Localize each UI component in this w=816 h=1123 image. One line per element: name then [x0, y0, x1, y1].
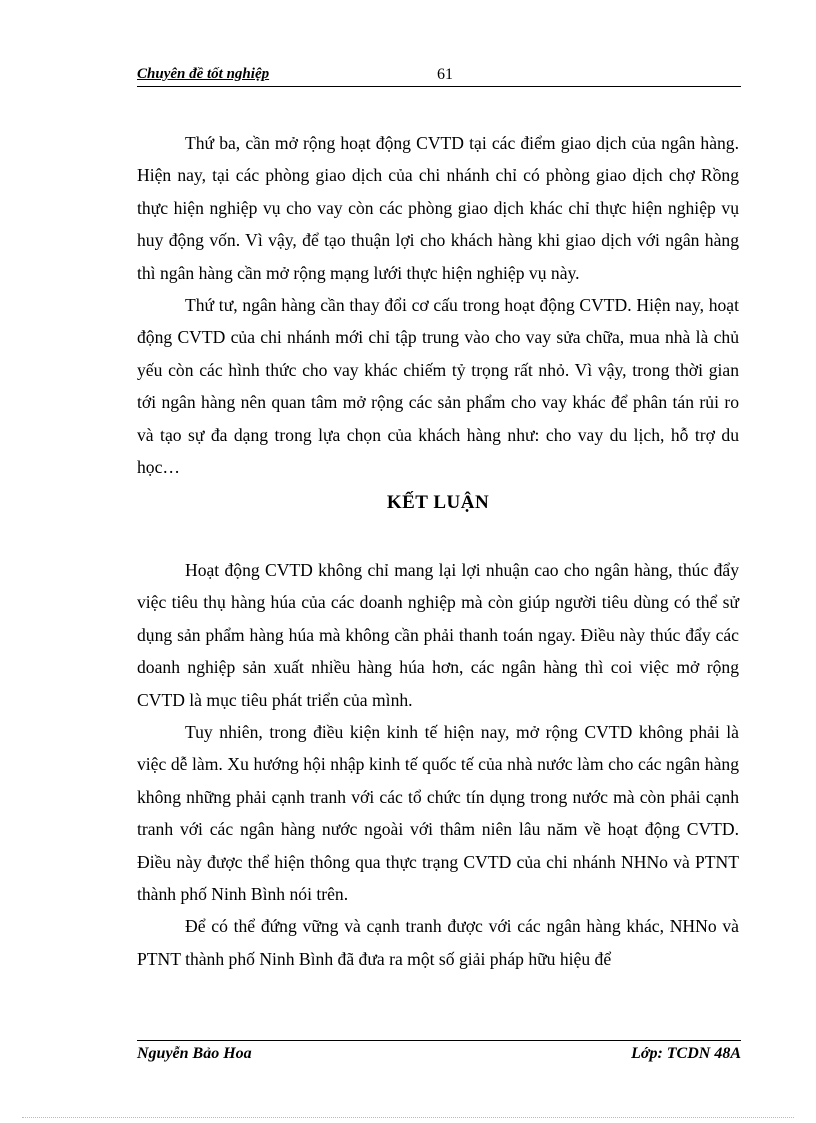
page-footer [137, 1040, 741, 1071]
header-title: Chuyên đề tốt nghiệp [137, 66, 270, 82]
body-text [137, 127, 739, 975]
section-title: KẾT LUẬN [386, 492, 490, 514]
paragraph: Thứ ba, cần mở rộng hoạt động CVTD tại các điểm giao dịch của ngân hàng. Hiện nay, tại các phòng giao dịch của chi nhánh chỉ có phòng giao dịch chợ Rồng thực hiện nghiệp vụ cho vay còn các phòng giao dịch khác chỉ thực hiện nghiệp vụ huy động vốn. Vì vậy, để tạo thuận lợi cho khách hàng khi giao dịch với ngân hàng thì ngân hàng cần mở rộng mạng lưới thực hiện nghiệp vụ này. [137, 133, 739, 283]
paragraph: Thứ tư, ngân hàng cần thay đổi cơ cấu trong hoạt động CVTD. Hiện nay, hoạt động CVTD của chi nhánh mới chỉ tập trung vào cho vay sửa chữa, mua nhà là chủ yếu còn các hình thức cho vay khác chiếm tỷ trọng rất nhỏ. Vì vậy, trong thời gian tới ngân hàng nên quan tâm mở rộng các sản phẩm cho vay khác để phân tán rủi ro và tạo sự đa dạng trong lựa chọn của khách hàng như: cho vay du lịch, hỗ trợ du học… [137, 295, 739, 478]
footer-class-label: Lớp: TCDN 48A [631, 1045, 741, 1062]
page-header [137, 62, 741, 87]
paragraph: Hoạt động CVTD không chỉ mang lại lợi nhuận cao cho ngân hàng, thúc đẩy việc tiêu thụ hàng húa của các doanh nghiệp mà còn giúp người tiêu dùng có thể sử dụng sản phẩm hàng húa mà không cần phải thanh toán ngay. Điều này thúc đẩy các doanh nghiệp sản xuất nhiều hàng húa hơn, các ngân hàng thì coi việc mở rộng CVTD là mục tiêu phát triển của mình. [137, 559, 739, 710]
page-number: 61 [437, 66, 453, 83]
paragraph: Tuy nhiên, trong điều kiện kinh tế hiện nay, mở rộng CVTD không phải là việc dễ làm. Xu hướng hội nhập kinh tế quốc tế của nhà nước làm cho các ngân hàng không những phải cạnh tranh với các tổ chức tín dụng trong nước mà còn phải cạnh tranh với các ngân hàng nước ngoài với thâm niên lâu năm về hoạt động CVTD. Điều này được thể hiện thông qua thực trạng CVTD của chi nhánh NHNo và PTNT thành phố Ninh Bình nói trên. [137, 721, 739, 904]
page-edge-divider [22, 1117, 794, 1118]
footer-author: Nguyễn Bảo Hoa [137, 1045, 252, 1062]
paragraph: Để có thể đứng vững và cạnh tranh được với các ngân hàng khác, NHNo và PTNT thành phố Ninh Bình đã đưa ra một số giải pháp hữu hiệu để [137, 916, 739, 969]
